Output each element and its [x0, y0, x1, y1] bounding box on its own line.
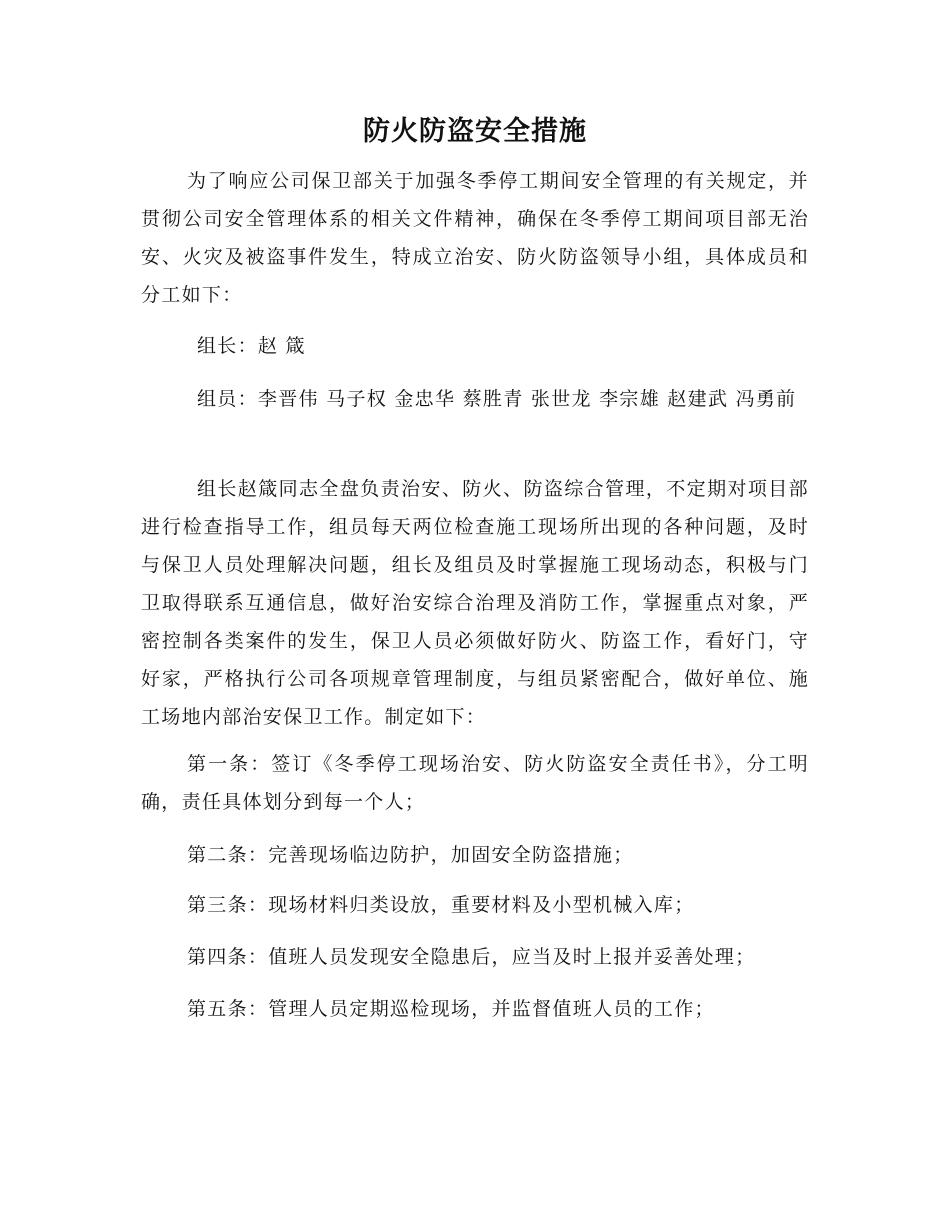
- article-item: 第三条：现场材料归类设放，重要材料及小型机械入库；: [187, 894, 695, 916]
- article-item: 第二条：完善现场临边防护，加固安全防盗措施；: [187, 844, 634, 866]
- leader-line: 组长：赵 箴: [197, 335, 306, 357]
- article-item: 第五条：管理人员定期巡检现场，并监督值班人员的工作；: [187, 998, 715, 1020]
- article-item: 第一条：签订《冬季停工现场治安、防火防盗安全责任书》，分工明确，责任具体划分到每一个人；: [141, 753, 809, 813]
- article-item: 第四条：值班人员发现安全隐患后，应当及时上报并妥善处理；: [187, 946, 756, 968]
- members-paragraph: 组员：李晋伟 马子权 金忠华 蔡胜青 张世龙 李宗雄 赵建武 冯勇前: [197, 388, 797, 410]
- document-title: 防火防盗安全措施: [363, 116, 587, 147]
- duties-paragraph: 组长赵箴同志全盘负责治安、防火、防盗综合管理，不定期对项目部进行检查指导工作，组员每天两位检查施工现场所出现的各种问题，及时与保卫人员处理解决问题，组长及组员及时掌握施工现场动态，积极与门卫取得联系互通信息，做好治安综合治理及消防工作，掌握重点对象，严密控制各类案件的发生，保卫人员必须做好防火、防盗工作，看好门，守好家，严格执行公司各项规章管理制度，与组员紧密配合，做好单位、施工场地内部治安保卫工作。制定如下：: [141, 478, 809, 728]
- intro-paragraph: 为了响应公司保卫部关于加强冬季停工期间安全管理的有关规定，并贯彻公司安全管理体系的相关文件精神，确保在冬季停工期间项目部无治安、火灾及被盗事件发生，特成立治安、防火防盗领导小组，具体成员和分工如下：: [141, 170, 809, 306]
